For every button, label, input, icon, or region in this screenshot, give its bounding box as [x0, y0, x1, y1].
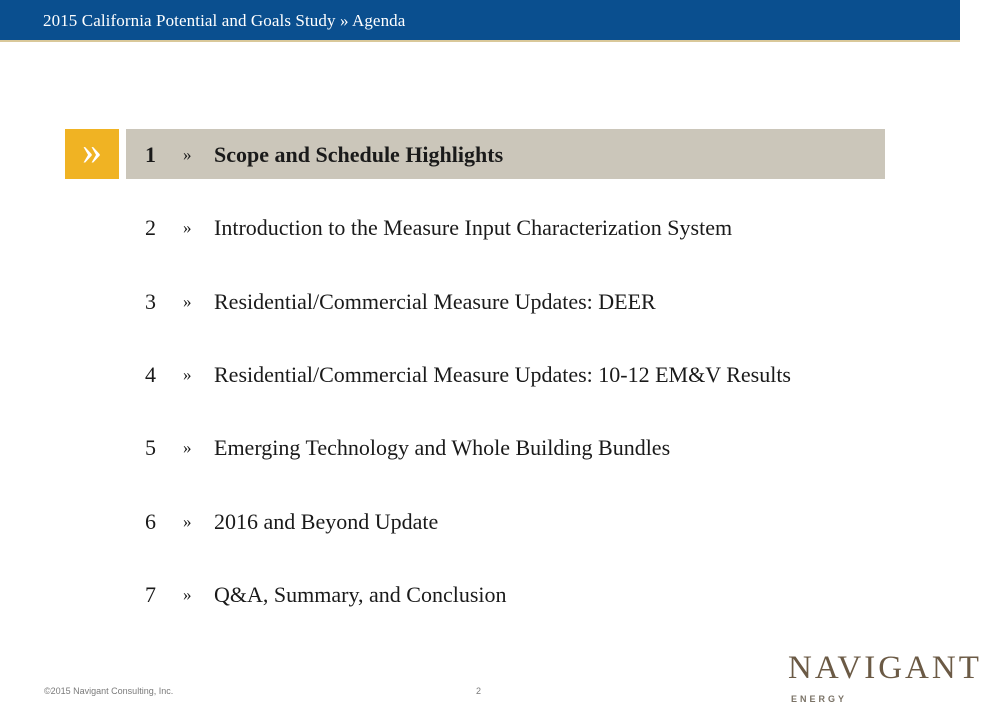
agenda-item-label: Scope and Schedule Highlights	[214, 142, 504, 167]
agenda-separator: »	[183, 292, 192, 311]
agenda-item-label: Q&A, Summary, and Conclusion	[214, 582, 507, 607]
header-divider	[0, 40, 960, 42]
agenda-item-5[interactable]	[0, 429, 960, 465]
agenda-item-number: 7	[145, 582, 156, 607]
header-bar	[0, 0, 960, 40]
agenda-item-3[interactable]	[0, 283, 960, 319]
agenda-item-label: Residential/Commercial Measure Updates: DEER	[214, 289, 656, 314]
copyright-text: ©2015 Navigant Consulting, Inc.	[44, 686, 174, 696]
agenda-item-6[interactable]	[0, 503, 960, 539]
agenda-separator: »	[183, 218, 192, 237]
agenda-item-number: 3	[145, 289, 156, 314]
agenda-separator: »	[183, 438, 192, 457]
agenda-item-2[interactable]	[0, 209, 960, 245]
agenda-item-label: Introduction to the Measure Input Characterization System	[214, 215, 733, 240]
agenda-item-number: 1	[145, 142, 156, 167]
agenda-item-number: 2	[145, 215, 156, 240]
agenda-item-1[interactable]	[0, 136, 960, 172]
agenda-item-number: 4	[145, 362, 156, 387]
navigant-logo	[788, 650, 982, 710]
agenda-item-label: Emerging Technology and Whole Building Bundles	[214, 435, 671, 460]
agenda-item-number: 5	[145, 435, 156, 460]
agenda-item-7[interactable]	[0, 576, 960, 612]
agenda-separator: »	[183, 585, 192, 604]
slide-title: 2015 California Potential and Goals Study » Agenda	[43, 11, 406, 30]
agenda-item-label: Residential/Commercial Measure Updates: 10-12 EM&V Results	[214, 362, 791, 387]
agenda-item-4[interactable]	[0, 356, 960, 392]
agenda-item-number: 6	[145, 509, 156, 534]
logo-wordmark: NAVIGANT	[788, 650, 982, 686]
agenda-separator: »	[183, 512, 192, 531]
page-number: 2	[476, 686, 482, 696]
agenda-item-label: 2016 and Beyond Update	[214, 509, 439, 534]
logo-subtitle: ENERGY	[791, 694, 848, 704]
agenda-separator: »	[183, 365, 192, 384]
active-section-marker-icon: »	[65, 129, 119, 179]
agenda-separator: »	[183, 145, 192, 164]
